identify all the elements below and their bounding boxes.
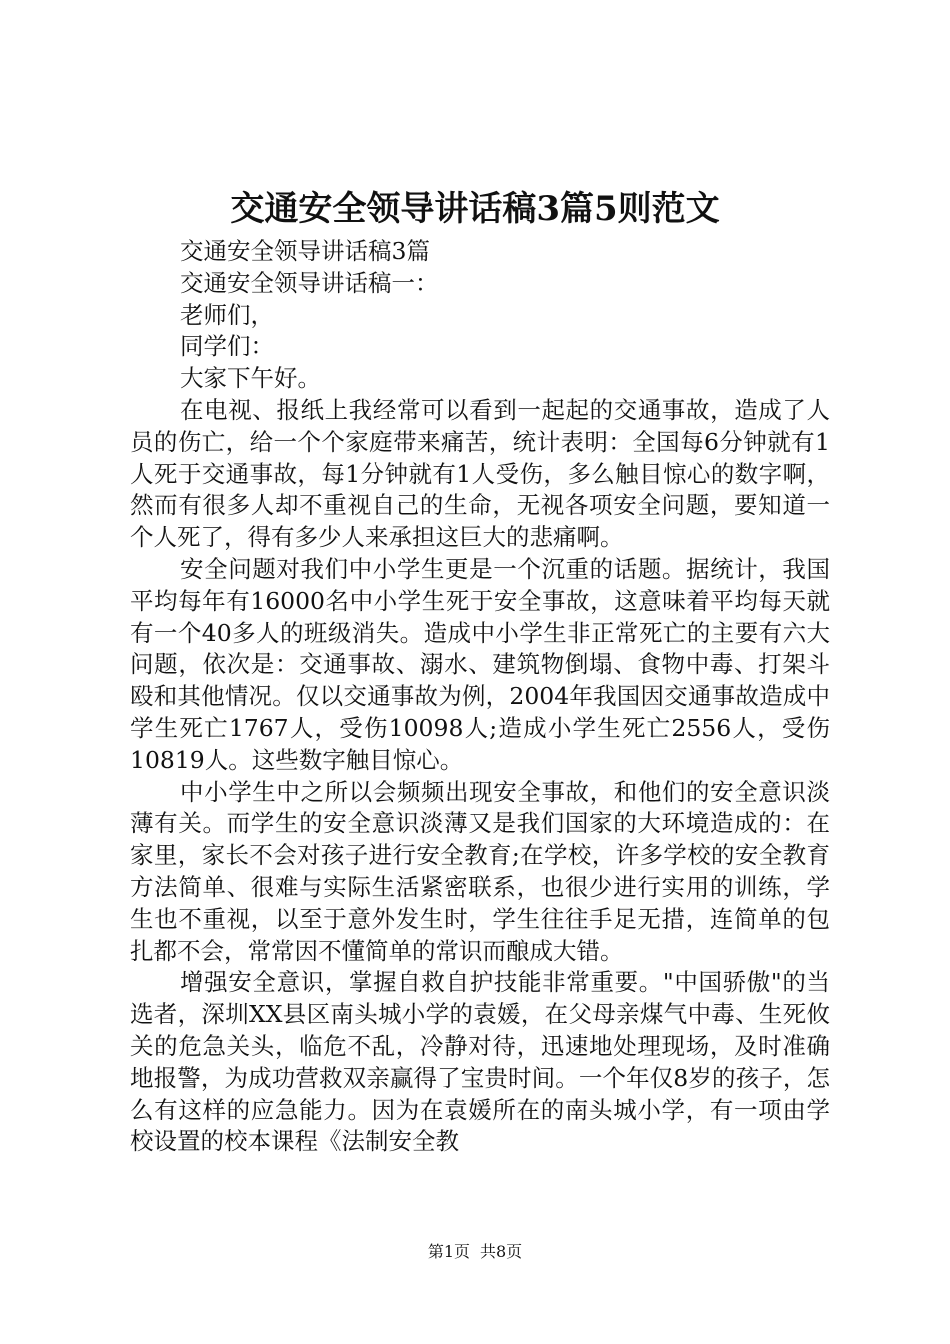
greeting: 大家下午好。 xyxy=(180,364,321,393)
salutation-teachers: 老师们， xyxy=(180,300,274,329)
page-footer xyxy=(0,1240,950,1264)
page-number: 第1页 xyxy=(427,1242,470,1261)
document-title: 交通安全领导讲话稿3篇5则范文 xyxy=(230,189,720,229)
paragraph-2: 安全问题对我们中小学生更是一个沉重的话题。据统计，我国平均每年有16000名中小学生死于安全事故，这意味着平均每天就有一个40多人的班级消失。造成中小学生非正常死亡的主要有六大问题，依次是：交通事故、溺水、建筑物倒塌、食物中毒、打架斗殴和其他情况。仅以交通事故为例，2004年我国因交通事故造成中学生死亡1767人，受伤10098人;造成小学生死亡2556人，受伤10819人。这些数字触目惊心。 xyxy=(130,554,830,774)
document-body xyxy=(130,236,830,1158)
paragraph-3: 中小学生中之所以会频频出现安全事故，和他们的安全意识淡薄有关。而学生的安全意识淡薄又是我们国家的大环境造成的：在家里，家长不会对孩子进行安全教育;在学校，许多学校的安全教育方法简单、很难与实际生活紧密联系，也很少进行实用的训练，学生也不重视，以至于意外发生时，学生往往手足无措，连简单的包扎都不会，常常因不懂简单的常识而酿成大错。 xyxy=(130,777,830,965)
section-heading: 交通安全领导讲话稿一： xyxy=(180,268,439,297)
page-total: 共8页 xyxy=(480,1242,523,1261)
paragraph-4: 增强安全意识，掌握自救自护技能非常重要。"中国骄傲"的当选者，深圳XX县区南头城小学的袁媛，在父母亲煤气中毒、生死攸关的危急关头，临危不乱，冷静对待，迅速地处理现场，及时准确地报警，为成功营救双亲赢得了宝贵时间。一个年仅8岁的孩子，怎么有这样的应急能力。因为在袁媛所在的南头城小学，有一项由学校设置的校本课程《法制安全教 xyxy=(130,968,830,1156)
salutation-students: 同学们： xyxy=(180,332,274,361)
subtitle-line: 交通安全领导讲话稿3篇 xyxy=(180,237,430,265)
paragraph-1: 在电视、报纸上我经常可以看到一起起的交通事故，造成了人员的伤亡，给一个个家庭带来痛苦，统计表明：全国每6分钟就有1人死于交通事故，每1分钟就有1人受伤，多么触目惊心的数字啊，然而有很多人却不重视自己的生命，无视各项安全问题，要知道一个人死了，得有多少人来承担这巨大的悲痛啊。 xyxy=(130,395,830,552)
